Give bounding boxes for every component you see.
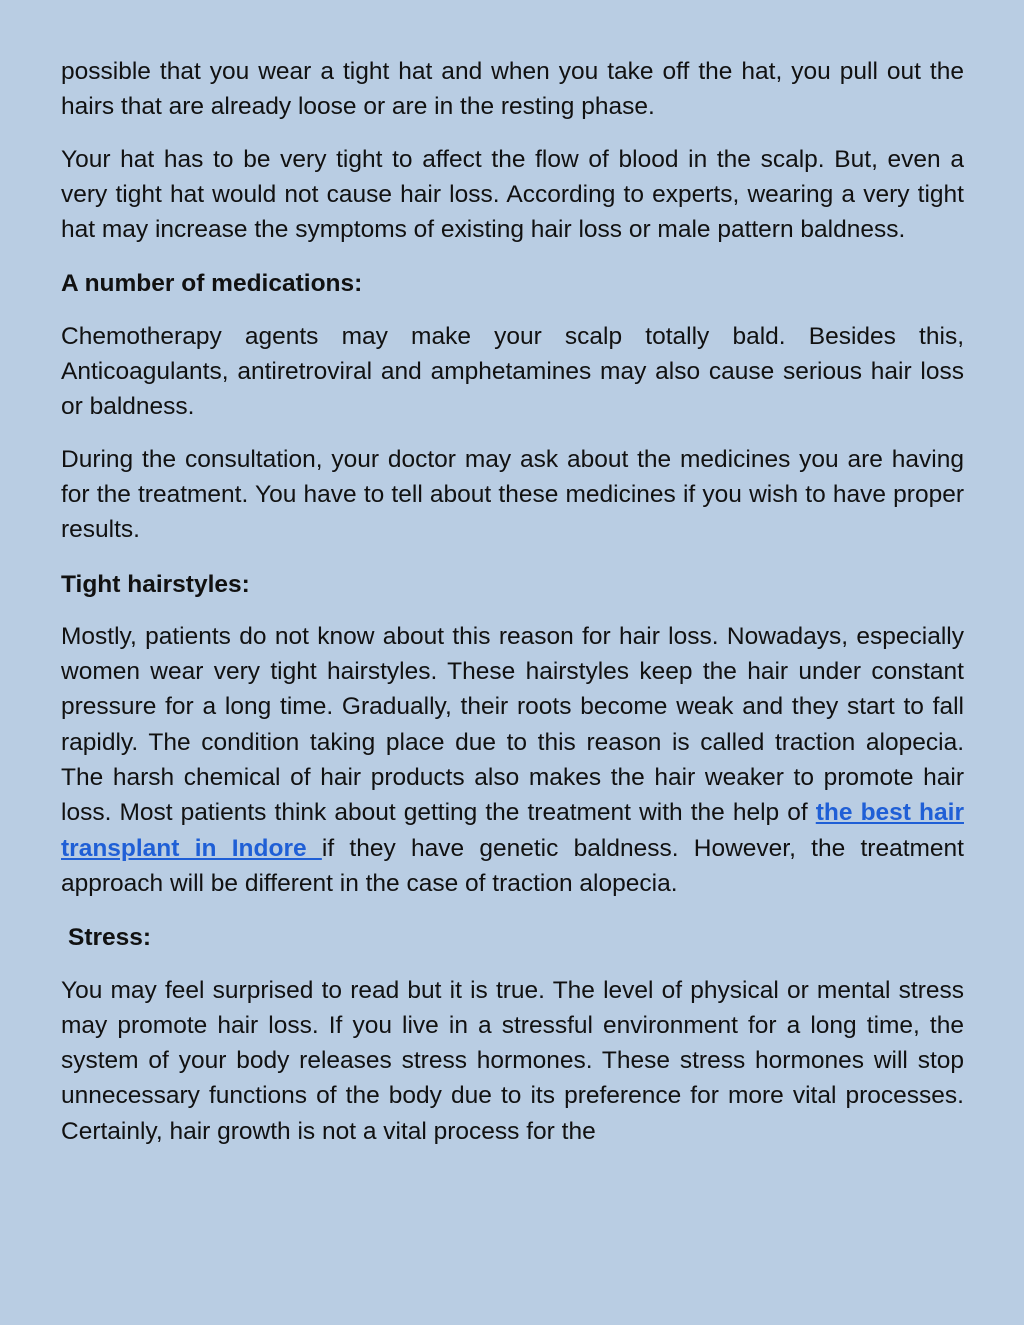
hair-transplant-link[interactable]: the best hair transplant in Indore: [61, 799, 964, 862]
paragraph-tight-hairstyles: [61, 619, 964, 901]
paragraph-hat-intro: possible that you wear a tight hat and when you take off the hat, you pull out the hairs that are already loose or are in the resting phase.: [61, 58, 964, 121]
paragraph-medications-2: During the consultation, your doctor may ask about the medicines you are having for the treatment. You have to tell about these medicines if you wish to have proper results.: [61, 445, 964, 544]
heading-medications: A number of medications:: [61, 270, 363, 298]
document-page: [61, 54, 964, 1149]
paragraph-hat-detail: Your hat has to be very tight to affect the flow of blood in the scalp. But, even a very tight hat would not cause hair loss. According to experts, wearing a very tight hat may increase the symptoms of existing hair loss or male pattern baldness.: [61, 145, 964, 244]
paragraph-stress: You may feel surprised to read but it is true. The level of physical or mental stress may promote hair loss. If you live in a stressful environment for a long time, the system of your body releases stress hormones. These stress hormones will stop unnecessary functions of the body due to its preference for more vital processes. Certainly, hair growth is not a vital process for the: [61, 976, 964, 1145]
heading-stress: Stress:: [68, 924, 152, 952]
hairstyles-text-before-link: Mostly, patients do not know about this reason for hair loss. Nowadays, especially women wear very tight hairstyles. These hairstyles keep the hair under constant pressure for a long time. Gradually, their roots become weak and they start to fall rapidly. The condition taking place due to this reason is called traction alopecia. The harsh chemical of hair products also makes the hair weaker to promote hair loss. Most patients think about getting the treatment with the help of: [61, 622, 964, 827]
hairstyles-text-after-link: if they have genetic baldness. However, the treatment approach will be different in the case of traction alopecia.: [61, 834, 964, 897]
heading-tight-hairstyles: Tight hairstyles:: [61, 570, 250, 598]
paragraph-medications-1: Chemotherapy agents may make your scalp totally bald. Besides this, Anticoagulants, antiretroviral and amphetamines may also cause serious hair loss or baldness.: [61, 322, 964, 421]
